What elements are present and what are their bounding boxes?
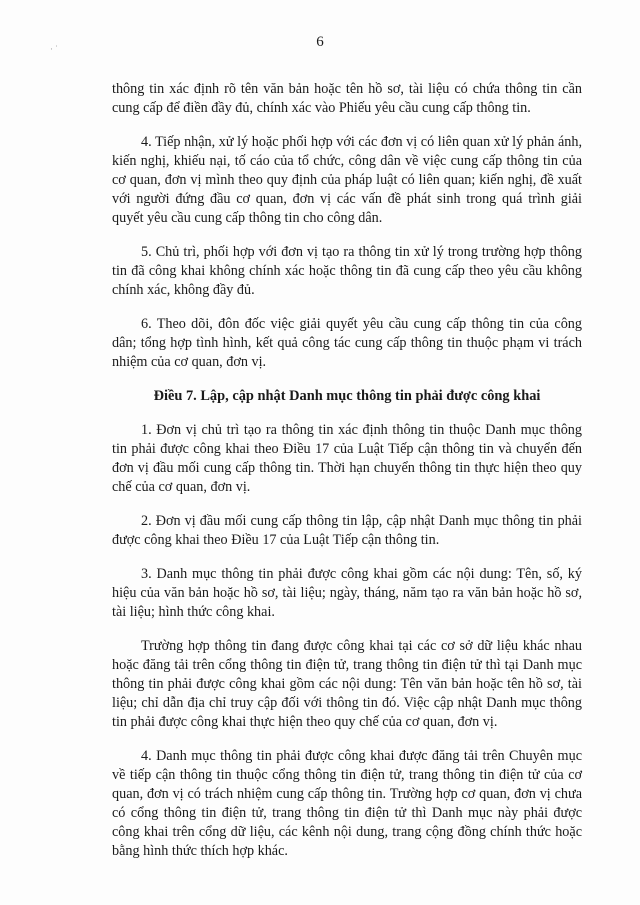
- article-7-clause-3-case: Trường hợp thông tin đang được công khai tại các cơ sở dữ liệu khác nhau hoặc đăng tải trên cổng thông tin điện tử, trang thông tin điện tử thì tại Danh mục thông tin phải được công khai gồm các nội dung: Tên văn bản hoặc tên hồ sơ, tài liệu; chỉ dẫn địa chỉ truy cập đối với thông tin đó. Việc cập nhật Danh mục thông tin phải được công khai thực hiện theo quy chế của cơ quan, đơn vị.: [112, 638, 582, 730]
- article-7-clause-2: 2. Đơn vị đầu mối cung cấp thông tin lập, cập nhật Danh mục thông tin phải được công khai theo Điều 17 của Luật Tiếp cận thông tin.: [112, 513, 582, 548]
- paragraph-item-6: 6. Theo dõi, đôn đốc việc giải quyết yêu cầu cung cấp thông tin của công dân; tổng hợp tình hình, kết quả công tác cung cấp thông tin thuộc phạm vi trách nhiệm của cơ quan, đơn vị.: [112, 316, 582, 370]
- paragraph-item-5: 5. Chủ trì, phối hợp với đơn vị tạo ra thông tin xử lý trong trường hợp thông tin đã công khai không chính xác hoặc thông tin đã cung cấp theo yêu cầu không chính xác, không đầy đủ.: [112, 244, 582, 298]
- article-7-heading: Điều 7. Lập, cập nhật Danh mục thông tin phải được công khai: [153, 388, 541, 404]
- article-7-clause-3: 3. Danh mục thông tin phải được công khai gồm các nội dung: Tên, số, ký hiệu của văn bản hoặc hồ sơ, tài liệu; ngày, tháng, năm tạo ra văn bản hoặc hồ sơ, tài liệu; hình thức công khai.: [112, 566, 582, 620]
- paragraph-continuation: thông tin xác định rõ tên văn bản hoặc tên hồ sơ, tài liệu có chứa thông tin cần cung cấp để điền đầy đủ, chính xác vào Phiếu yêu cầu cung cấp thông tin.: [112, 81, 582, 116]
- scan-speck: ·˙: [50, 44, 60, 54]
- paragraph-item-4: 4. Tiếp nhận, xử lý hoặc phối hợp với các đơn vị có liên quan xử lý phản ánh, kiến nghị, khiếu nại, tố cáo của tổ chức, công dân về việc cung cấp thông tin của cơ quan, đơn vị mình theo quy định của pháp luật có liên quan; kiến nghị, đề xuất với người đứng đầu cơ quan, đơn vị các vấn đề phát sinh trong quá trình giải quyết yêu cầu cung cấp thông tin cho công dân.: [112, 134, 582, 226]
- article-7-clause-1: 1. Đơn vị chủ trì tạo ra thông tin xác định thông tin thuộc Danh mục thông tin phải được công khai theo Điều 17 của Luật Tiếp cận thông tin và chuyển đến đơn vị đầu mối cung cấp thông tin. Thời hạn chuyển thông tin thực hiện theo quy chế của cơ quan, đơn vị.: [112, 422, 582, 495]
- document-body: [112, 80, 582, 876]
- article-7-clause-4: 4. Danh mục thông tin phải được công khai được đăng tải trên Chuyên mục về tiếp cận thông tin thuộc cổng thông tin điện tử, trang thông tin điện tử của cơ quan, đơn vị có trách nhiệm cung cấp thông tin. Trường hợp cơ quan, đơn vị chưa có cổng thông tin điện tử, trang thông tin điện tử thì Danh mục này phải được công khai trên cổng dữ liệu, các kênh nội dung, trang cộng đồng chính thức hoặc bằng hình thức thích hợp khác.: [112, 748, 582, 859]
- page-number: 6: [316, 34, 324, 50]
